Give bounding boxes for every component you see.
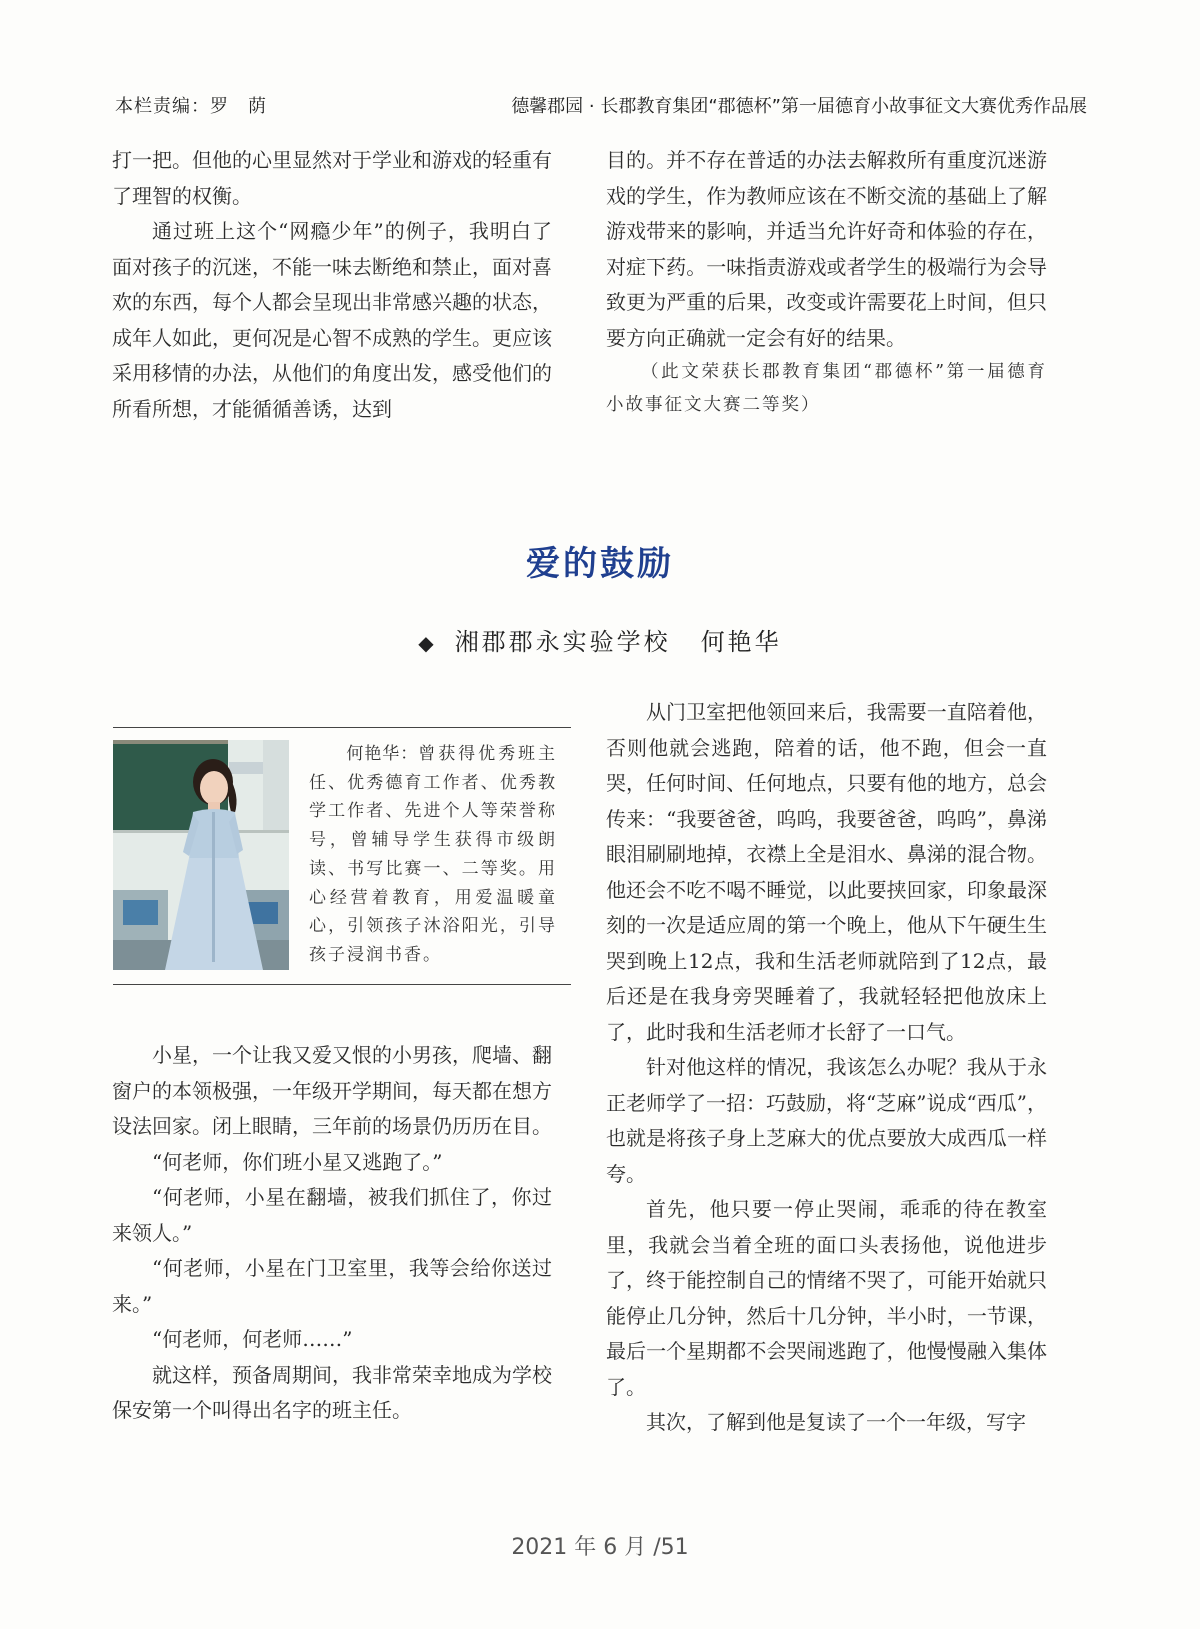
- paragraph: “何老师，小星在翻墙，被我们抓住了，你过来领人。”: [112, 1185, 552, 1245]
- bio-name-label: 何艳华：: [346, 744, 419, 764]
- author-photo: [113, 740, 289, 970]
- paragraph: “何老师，你们班小星又逃跑了。”: [152, 1149, 443, 1174]
- paragraph: “何老师，何老师……”: [152, 1327, 353, 1351]
- prev-article-right-column: [606, 143, 1047, 422]
- paragraph: 就这样，预备周期间，我非常荣幸地成为学校保安第一个叫得出名字的班主任。: [112, 1362, 552, 1422]
- paragraph: 针对他这样的情况，我该怎么办呢？我从于永正老师学了一招：巧鼓励，将“芝麻”说成“西瓜”，也就是将孩子身上芝麻大的优点要放大成西瓜一样夸。: [606, 1055, 1047, 1186]
- article-title: 爱的鼓励: [526, 544, 674, 584]
- paragraph: 通过班上这个“网瘾少年”的例子，我明白了面对孩子的沉迷，不能一味去断绝和禁止，面对喜欢的东西，每个人都会呈现出非常感兴趣的状态，成年人如此，更何况是心智不成熟的学生。更应该采用移情的办法，从他们的角度出发，感受他们的所看所想，才能循循善诱，达到: [112, 219, 552, 421]
- paragraph: 首先，他只要一停止哭闹，乖乖的待在教室里，我就会当着全班的面口头表扬他，说他进步了，终于能控制自己的情绪不哭了，可能开始就只能停止几分钟，然后十几分钟，半小时，一节课，最后一个星期都不会哭闹逃跑了，他慢慢融入集体了。: [606, 1197, 1047, 1399]
- page-number: 2021 年 6 月 /51: [511, 1535, 689, 1560]
- paragraph: 打一把。但他的心里显然对于学业和游戏的轻重有了理智的权衡。: [112, 148, 552, 208]
- author-name: 何艳华: [700, 628, 782, 656]
- paragraph: 小星，一个让我又爱又恨的小男孩，爬墙、翻窗户的本领极强，一年级开学期间，每天都在想方设法回家。闭上眼睛，三年前的场景仍历历在目。: [112, 1043, 552, 1138]
- author-photo-image: [113, 740, 289, 970]
- bio-text: 曾获得优秀班主任、优秀德育工作者、优秀教学工作者、先进个人等荣誉称号，曾辅导学生获得市级朗读、书写比赛一、二等奖。用心经营着教育，用爱温暖童心，引领孩子沐浴阳光，引导孩子浸润书香。: [309, 744, 557, 965]
- diamond-icon: ◆: [418, 631, 437, 655]
- award-note: （此文荣获长郡教育集团“郡德杯”第一届德育小故事征文大赛二等奖）: [606, 362, 1047, 415]
- author-school: 湘郡郡永实验学校: [454, 628, 671, 656]
- article-right-column: [606, 695, 1047, 1441]
- header-editor: 本栏责编：罗 荫: [115, 96, 267, 117]
- prev-article-left-column: [112, 143, 552, 427]
- author-bio: [309, 740, 557, 970]
- paragraph: 目的。并不存在普适的办法去解救所有重度沉迷游戏的学生，作为教师应该在不断交流的基础上了解游戏带来的影响，并适当允许好奇和体验的存在，对症下药。一味指责游戏或者学生的极端行为会导致更为严重的后果，改变或许需要花上时间，但只要方向正确就一定会有好的结果。: [606, 148, 1047, 350]
- header-column-title: 德馨郡园 · 长郡教育集团“郡德杯”第一届德育小故事征文大赛优秀作品展: [511, 96, 1087, 117]
- paragraph: 从门卫室把他领回来后，我需要一直陪着他，否则他就会逃跑，陪着的话，他不跑，但会一直哭，任何时间、任何地点，只要有他的地方，总会传来：“我要爸爸，呜呜，我要爸爸，呜呜”，鼻涕眼泪刷刷地掉，衣襟上全是泪水、鼻涕的混合物。他还会不吃不喝不睡觉，以此要挟回家，印象最深刻的一次是适应周的第一个晚上，他从下午硬生生哭到晚上12点，我和生活老师就陪到了12点，最后还是在我身旁哭睡着了，我就轻轻把他放床上了，此时我和生活老师才长舒了一口气。: [606, 700, 1047, 1044]
- author-bio-box: [113, 727, 571, 985]
- paragraph: 其次，了解到他是复读了一个一年级，写字: [646, 1410, 1026, 1434]
- paragraph: “何老师，小星在门卫室里，我等会给你送过来。”: [112, 1256, 552, 1316]
- article-left-column: [112, 1038, 552, 1429]
- byline: [0, 622, 1200, 657]
